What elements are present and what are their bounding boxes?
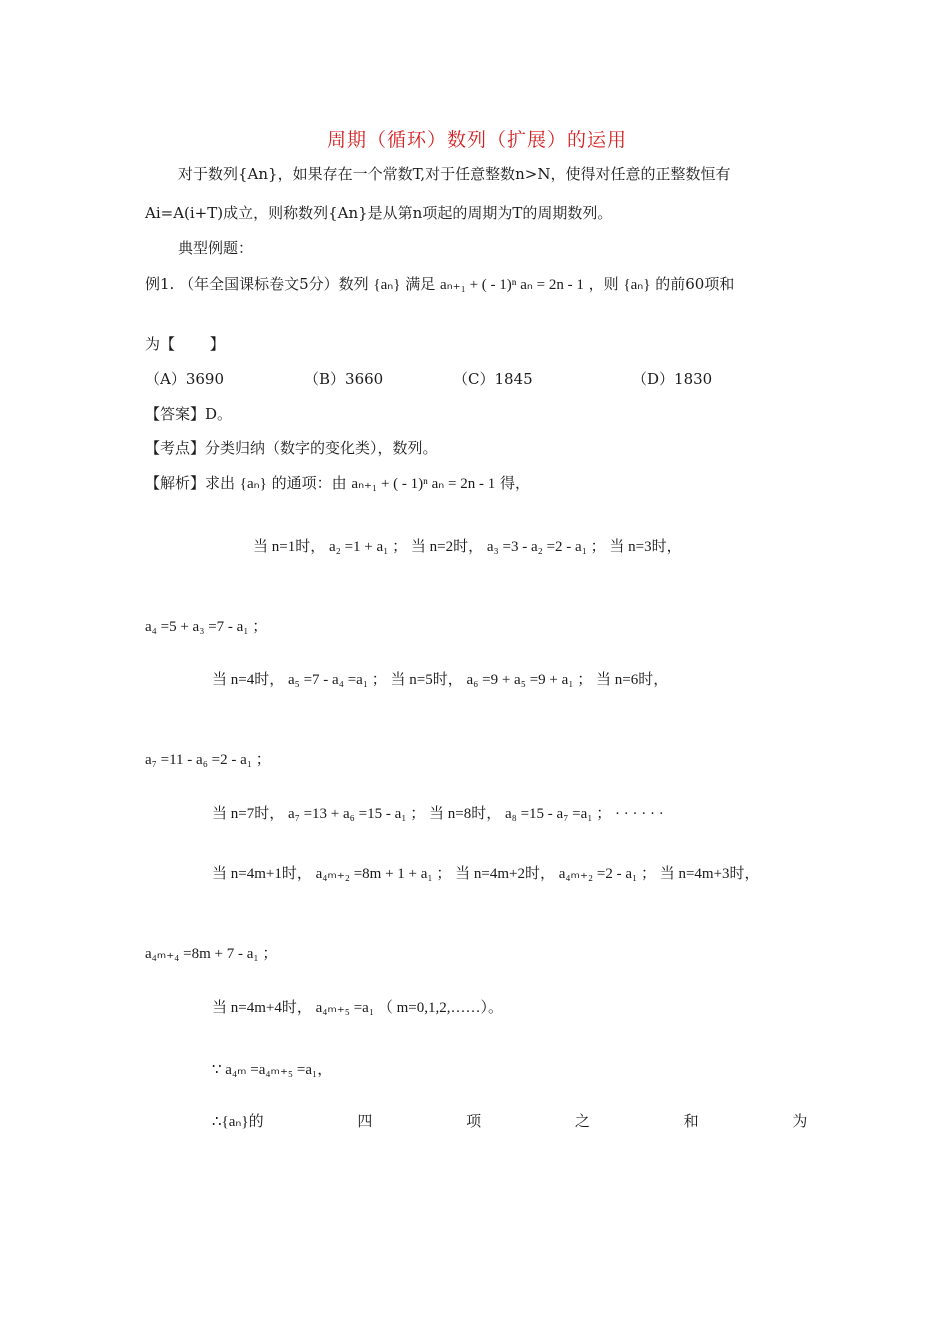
option-c: （C）1845 xyxy=(453,370,533,388)
example-1-question xyxy=(145,273,734,294)
analysis-mid: 的通项：由 xyxy=(271,474,347,492)
sequence-symbol: {aₙ} xyxy=(373,277,401,293)
example-label: 例1. xyxy=(145,275,175,293)
intro-line-2: Ai=A(i+T)成立，则称数列{An}是从第n项起的周期为T的周期数列。 xyxy=(145,204,613,222)
derivation-line-5: 当 n=7时， a₇ =13 + a₆ =15 - a₁ ； 当 n=8时， a₈ =15 - a₇ =a₁ ； · · · · · · xyxy=(212,806,664,822)
page-title: 周期（循环）数列（扩展）的运用 xyxy=(327,129,628,151)
derivation-line-10: ∴{aₙ}的 四 项 之 和 为 xyxy=(212,1114,808,1130)
derivation-line-7: a₄ₘ₊₄ =8m + 7 - a₁ ； xyxy=(145,946,278,962)
recurrence-formula: aₙ₊₁ + ( - 1)ⁿ aₙ = 2n - 1 xyxy=(440,277,584,293)
analysis-recurrence: aₙ₊₁ + ( - 1)ⁿ aₙ = 2n - 1 xyxy=(351,476,496,492)
example-source: （年全国课标卷文5分）数列 xyxy=(179,275,369,293)
derivation-line-6: 当 n=4m+1时， a₄ₘ₊₂ =8m + 1 + a₁ ； 当 n=4m+2时， a₄ₘ₊₂ =2 - a₁ ； 当 n=4m+3时， xyxy=(212,866,760,882)
analysis-sequence: {aₙ} xyxy=(239,476,267,492)
derivation-line-9: ∵ a₄ₘ =a₄ₘ₊₅ =a₁， xyxy=(212,1062,333,1078)
satisfies-text: 满足 xyxy=(405,275,436,293)
derivation-line-1: 当 n=1时， a₂ =1 + a₁ ； 当 n=2时， a₃ =3 - a₂ =2 - a₁ ； 当 n=3时， xyxy=(253,539,682,555)
answer-line: 【答案】D。 xyxy=(145,405,233,423)
examples-heading: 典型例题： xyxy=(178,239,254,257)
then-text: ，则 xyxy=(588,275,619,293)
derivation-line-4: a₇ =11 - a₆ =2 - a₁ ； xyxy=(145,752,271,768)
analysis-end: 得， xyxy=(500,474,531,492)
derivation-line-8: 当 n=4m+4时， a₄ₘ₊₅ =a₁ （ m=0,1,2,……）。 xyxy=(212,1000,503,1016)
topic-line: 【考点】分类归纳（数字的变化类），数列。 xyxy=(145,439,438,457)
analysis-intro: 【解析】求出 xyxy=(145,474,236,492)
option-a: （A）3690 xyxy=(145,370,225,388)
option-b: （B）3660 xyxy=(304,370,384,388)
option-d: （D）1830 xyxy=(632,370,713,388)
derivation-line-3: 当 n=4时， a₅ =7 - a₄ =a₁ ； 当 n=5时， a₆ =9 + a₅ =9 + a₁ ； 当 n=6时， xyxy=(212,672,669,688)
example-1-ask-2: 为【 】 xyxy=(145,335,225,353)
question-ask: 的前60项和 xyxy=(655,275,735,293)
derivation-line-2: a₄ =5 + a₃ =7 - a₁ ； xyxy=(145,619,268,635)
intro-line-1: 对于数列{An}，如果存在一个常数T,对于任意整数n>N，使得对任意的正整数恒有 xyxy=(178,165,731,183)
sequence-symbol-2: {aₙ} xyxy=(623,277,651,293)
analysis-line xyxy=(145,472,530,493)
